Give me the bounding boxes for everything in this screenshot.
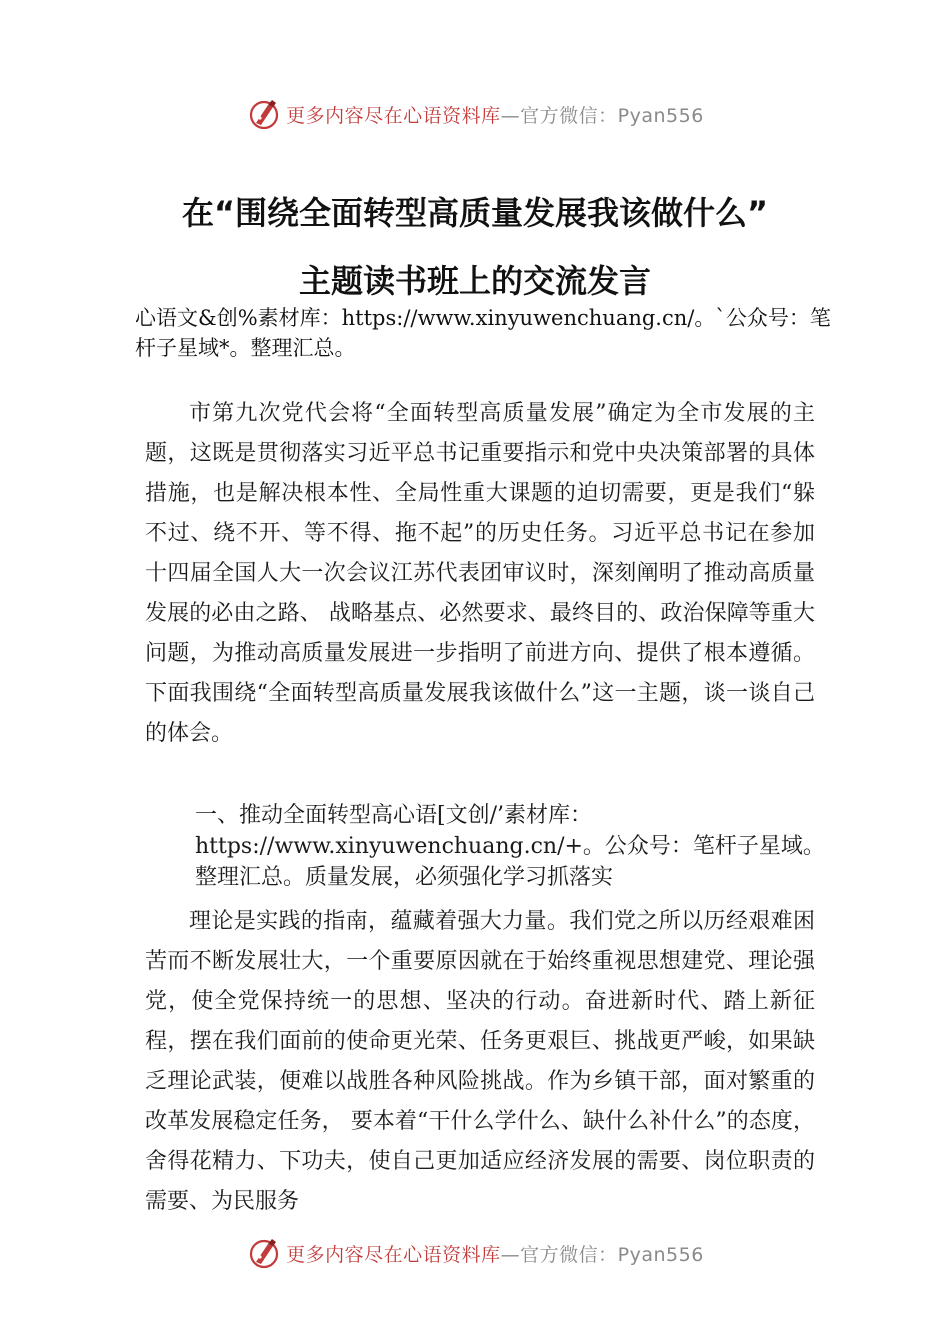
banner-text: 更多内容尽在心语资料库 (286, 104, 501, 127)
banner-contact: —官方微信：Pyan556 (500, 1243, 704, 1266)
body-paragraph: 市第九次党代会将“全面转型高质量发展”确定为全市发展的主题，这既是贯彻落实习近平总书记重要指示和党中央决策部署的具体措施，也是解决根本性、全局性重大课题的迫切需要，更是我们“躲不过、绕不开、等不得、拖不起”的历史任务。习近平总书记在参加十四届全国人大一次会议江苏代表团审议时，深刻阐明了推动高质量发展的必由之路、 战略基点、必然要求、最终目的、政治保障等重大问题，为推动高质量发展进一步指明了前进方向、提供了根本遵循。 下面我围绕“全面转型高质量发展我该做什么”这一主题，谈一谈自己的体会。 (145, 401, 815, 746)
document-title-line-1: 在“围绕全面转型高质量发展我该做什么” (181, 194, 769, 232)
body-paragraph: 理论是实践的指南，蕴藏着强大力量。我们党之所以历经艰难困苦而不断发展壮大，一个重要原因就在于始终重视思想建党、理论强党，使全党保持统一的思想、坚决的行动。奋进新时代、踏上新征程，摆在我们面前的使命更光荣、任务更艰巨、挑战更严峻，如果缺乏理论武装，便难以战胜各种风险挑战。作为乡镇干部，面对繁重的改革发展稳定任务， 要本着“干什么学什么、缺什么补什么”的态度，舍得花精力、下功夫，使自己更加适应经济发展的需要、岗位职责的需要、为民服务 (145, 909, 815, 1214)
section-heading: 一、推动全面转型高心语[文创/’素材库：https://www.xinyuwenchuang.cn/+。公众号：笔杆子星域。整理汇总。质量发展，必须强化学习抓落实 (195, 803, 825, 890)
footer-banner (0, 1233, 950, 1273)
banner-contact: —官方微信：Pyan556 (500, 104, 704, 127)
pen-nib-logo-icon (246, 1235, 282, 1271)
header-banner (0, 94, 950, 134)
banner-text: 更多内容尽在心语资料库 (286, 1243, 501, 1266)
document-title-line-2: 主题读书班上的交流发言 (298, 262, 651, 300)
pen-nib-logo-icon (246, 96, 282, 132)
source-note: 心语文&创%素材库：https://www.xinyuwenchuang.cn/。`公众号：笔杆子星域*。整理汇总。 (135, 306, 831, 360)
